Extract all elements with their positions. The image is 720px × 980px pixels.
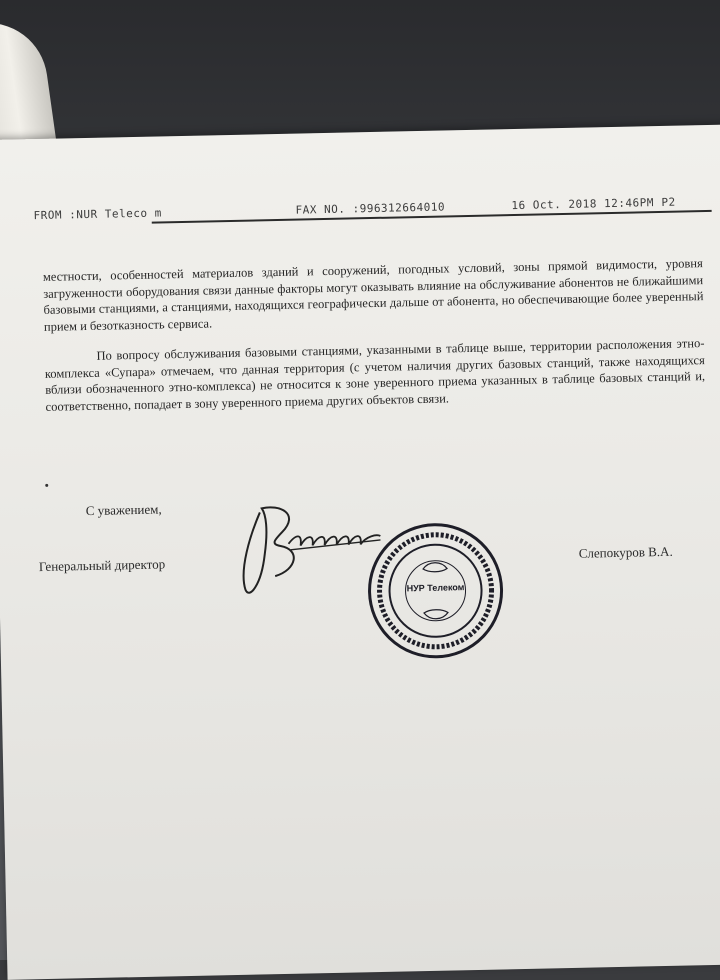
- seal-label-wrap: [364, 519, 507, 662]
- seal-center-text: НУР Телеком: [406, 582, 465, 594]
- closing-phrase: С уважением,: [85, 501, 162, 519]
- fax-from: FROM :NUR Teleco m: [33, 206, 162, 223]
- paragraph-1: местности, особенностей материалов зданий и сооружений, погодных условий, зоны прямой видимости, уровня загруженности оборудования связи данные факторы могут оказывать влияние на обслуживание абонентов не ближайшими базовыми станциями, а станциями, находящихся географически дальше от абонента, но обеспечивающие более уверенный прием и безотказность сервиса.: [42, 256, 704, 334]
- signatory-name: Слепокуров В.А.: [578, 543, 673, 561]
- fax-datetime: 16 Oct. 2018 12:46PM: [511, 196, 655, 213]
- fax-document: [0, 124, 720, 980]
- fax-header: [33, 195, 720, 223]
- paragraph-2: По вопросу обслуживания базовыми станциями, указанными в таблице выше, территории расположения этно-комплекса «Супара» отмечаем, что данная территория (с учетом наличия других базовых станций, также находящихся вблизи обозначенного этно-комплекса) не относится к зоне уверенного приема указанных в таблице базовых станций и, соответственно, попадает в зону уверенного приема других объектов связи.: [44, 336, 706, 414]
- fax-number: FAX NO. :996312664010: [295, 200, 446, 217]
- letter-body: [43, 255, 706, 429]
- speck: [45, 484, 48, 487]
- fax-page: P2: [661, 195, 676, 209]
- signatory-role: Генеральный директор: [38, 556, 166, 575]
